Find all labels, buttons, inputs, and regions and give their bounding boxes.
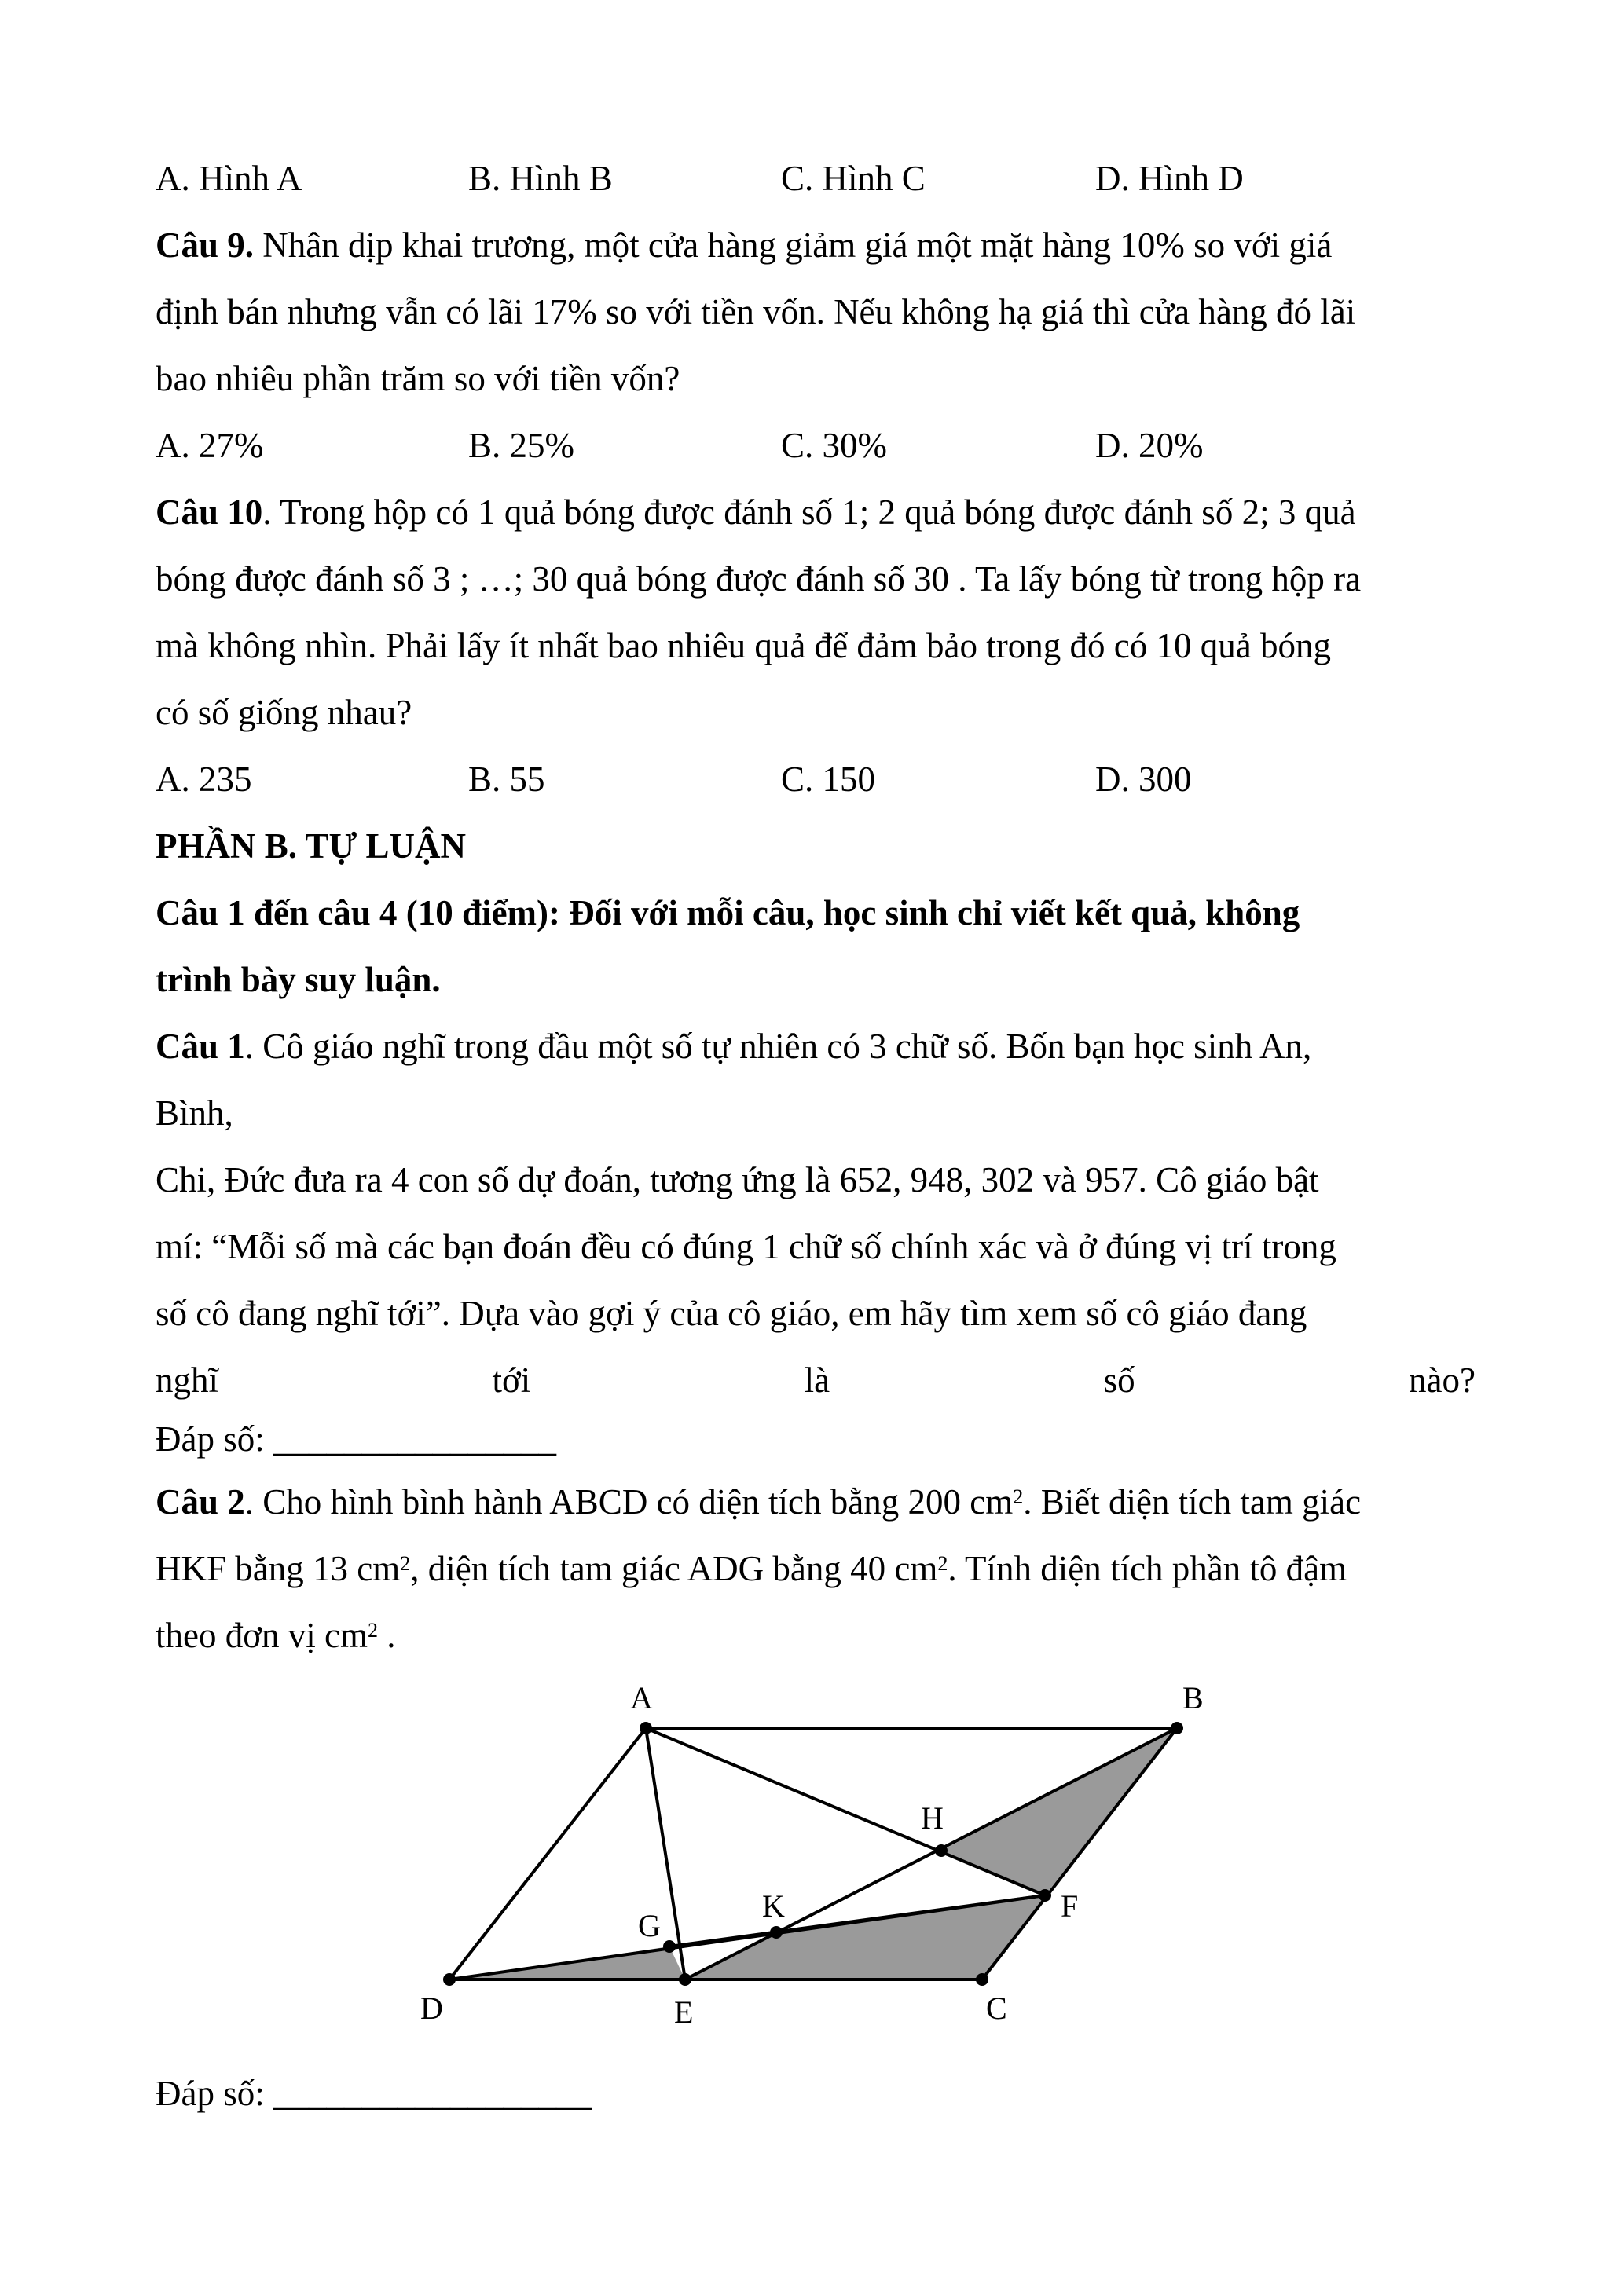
part-b-heading: PHẦN B. TỰ LUẬN <box>156 826 467 866</box>
b1-word-3: là <box>804 1360 830 1400</box>
b2-label: Câu 2 <box>156 1482 245 1522</box>
segment-af <box>646 1728 1045 1895</box>
q9-text-1: Nhân dịp khai trương, một cửa hàng giảm giá một mặt hàng 10% so với giá <box>262 225 1333 265</box>
part-b-instruction-2: trình bày suy luận. <box>156 960 441 999</box>
label-h: H <box>921 1800 944 1836</box>
q10-option-d: D. 300 <box>1095 760 1192 799</box>
q9-line-2: định bán nhưng vẫn có lãi 17% so với tiền vốn. Nếu không hạ giá thì cửa hàng đó lãi <box>156 292 1356 331</box>
b2-text-2b: , diện tích tam giác ADG bằng 40 cm <box>410 1549 938 1588</box>
label-a: A <box>630 1680 653 1716</box>
b1-line-2: Bình, <box>156 1093 233 1133</box>
q9-option-d: D. 20% <box>1095 426 1204 465</box>
point-d <box>443 1973 456 1986</box>
sup-2: 2 <box>1013 1485 1024 1508</box>
b1-word-2: tới <box>492 1360 531 1400</box>
point-h <box>935 1844 948 1857</box>
label-k: K <box>762 1888 785 1924</box>
q9-label: Câu 9. <box>156 225 255 265</box>
point-a <box>640 1722 652 1734</box>
b2-text-3b: . <box>378 1616 396 1655</box>
point-b <box>1171 1722 1183 1734</box>
q10-line-2: bóng được đánh số 3 ; …; 30 quả bóng được đánh số 30 . Ta lấy bóng từ trong hộp ra <box>156 559 1362 599</box>
q9-option-a: A. 27% <box>156 426 264 465</box>
q10-option-c: C. 150 <box>781 760 876 799</box>
b1-line-5: số cô đang nghĩ tới”. Dựa vào gợi ý của cô giáo, em hãy tìm xem số cô giáo đang <box>156 1294 1307 1333</box>
q8-option-d: D. Hình D <box>1095 159 1244 198</box>
q9-line-1 <box>156 222 1476 269</box>
label-e: E <box>674 1994 694 2030</box>
b1-word-1: nghĩ <box>156 1360 219 1400</box>
point-k <box>770 1926 783 1939</box>
point-g <box>663 1940 676 1953</box>
b1-line-3: Chi, Đức đưa ra 4 con số dự đoán, tương ứng là 652, 948, 302 và 957. Cô giáo bật <box>156 1160 1319 1199</box>
sup-2: 2 <box>400 1552 411 1575</box>
q10-option-a: A. 235 <box>156 760 252 799</box>
b1-line-1 <box>156 1023 1476 1070</box>
q9-line-3: bao nhiêu phần trăm so với tiền vốn? <box>156 359 680 398</box>
q9-option-c: C. 30% <box>781 426 887 465</box>
b2-text-2a: HKF bằng 13 cm <box>156 1549 401 1588</box>
parallelogram-figure <box>0 1673 1624 2066</box>
point-f <box>1039 1889 1051 1902</box>
part-b-instruction-1: Câu 1 đến câu 4 (10 điểm): Đối với mỗi câu, học sinh chỉ viết kết quả, không <box>156 893 1300 932</box>
label-f: F <box>1061 1888 1079 1924</box>
point-c <box>976 1973 988 1986</box>
q10-text-1: . Trong hộp có 1 quả bóng được đánh số 1; 2 quả bóng được đánh số 2; 3 quả <box>262 493 1356 532</box>
shaded-region-top <box>941 1728 1177 1895</box>
b2-line-1 <box>156 1478 1476 1525</box>
q10-label: Câu 10 <box>156 493 263 532</box>
b2-text-3a: theo đơn vị cm <box>156 1616 368 1655</box>
label-b: B <box>1182 1680 1204 1716</box>
b2-text-1b: . Biết diện tích tam giác <box>1023 1482 1362 1522</box>
sup-2: 2 <box>368 1619 378 1642</box>
q10-line-1 <box>156 489 1476 536</box>
b1-answer: Đáp số: ________________ <box>156 1419 556 1459</box>
b2-text-2c: . Tính diện tích phần tô đậm <box>948 1549 1347 1588</box>
b2-answer: Đáp số: __________________ <box>156 2074 592 2113</box>
q9-option-b: B. 25% <box>468 426 574 465</box>
q8-option-a: A. Hình A <box>156 159 302 198</box>
b1-line-6 <box>156 1357 1476 1404</box>
label-d: D <box>420 1990 443 2026</box>
b1-text-1: . Cô giáo nghĩ trong đầu một số tự nhiên có 3 chữ số. Bốn bạn học sinh An, <box>244 1027 1312 1066</box>
q10-line-4: có số giống nhau? <box>156 693 412 732</box>
q10-option-b: B. 55 <box>468 760 545 799</box>
b2-text-1a: . Cho hình bình hành ABCD có diện tích bằng 200 cm <box>244 1482 1014 1522</box>
b1-word-5: nào? <box>1409 1360 1476 1400</box>
q9-options-row <box>156 422 1476 469</box>
b1-word-4: số <box>1103 1360 1135 1400</box>
q8-option-b: B. Hình B <box>468 159 613 198</box>
q10-options-row <box>156 756 1476 803</box>
b2-line-3 <box>156 1612 1476 1659</box>
label-g: G <box>638 1908 661 1943</box>
q8-options-row <box>156 155 1476 202</box>
q8-option-c: C. Hình C <box>781 159 926 198</box>
sup-2: 2 <box>937 1552 948 1575</box>
point-e <box>679 1973 691 1986</box>
q10-line-3: mà không nhìn. Phải lấy ít nhất bao nhiêu quả để đảm bảo trong đó có 10 quả bóng <box>156 626 1331 665</box>
b1-label: Câu 1 <box>156 1027 245 1066</box>
b2-line-2 <box>156 1545 1476 1592</box>
b1-line-4: mí: “Mỗi số mà các bạn đoán đều có đúng 1 chữ số chính xác và ở đúng vị trí trong <box>156 1227 1336 1266</box>
label-c: C <box>986 1990 1007 2026</box>
